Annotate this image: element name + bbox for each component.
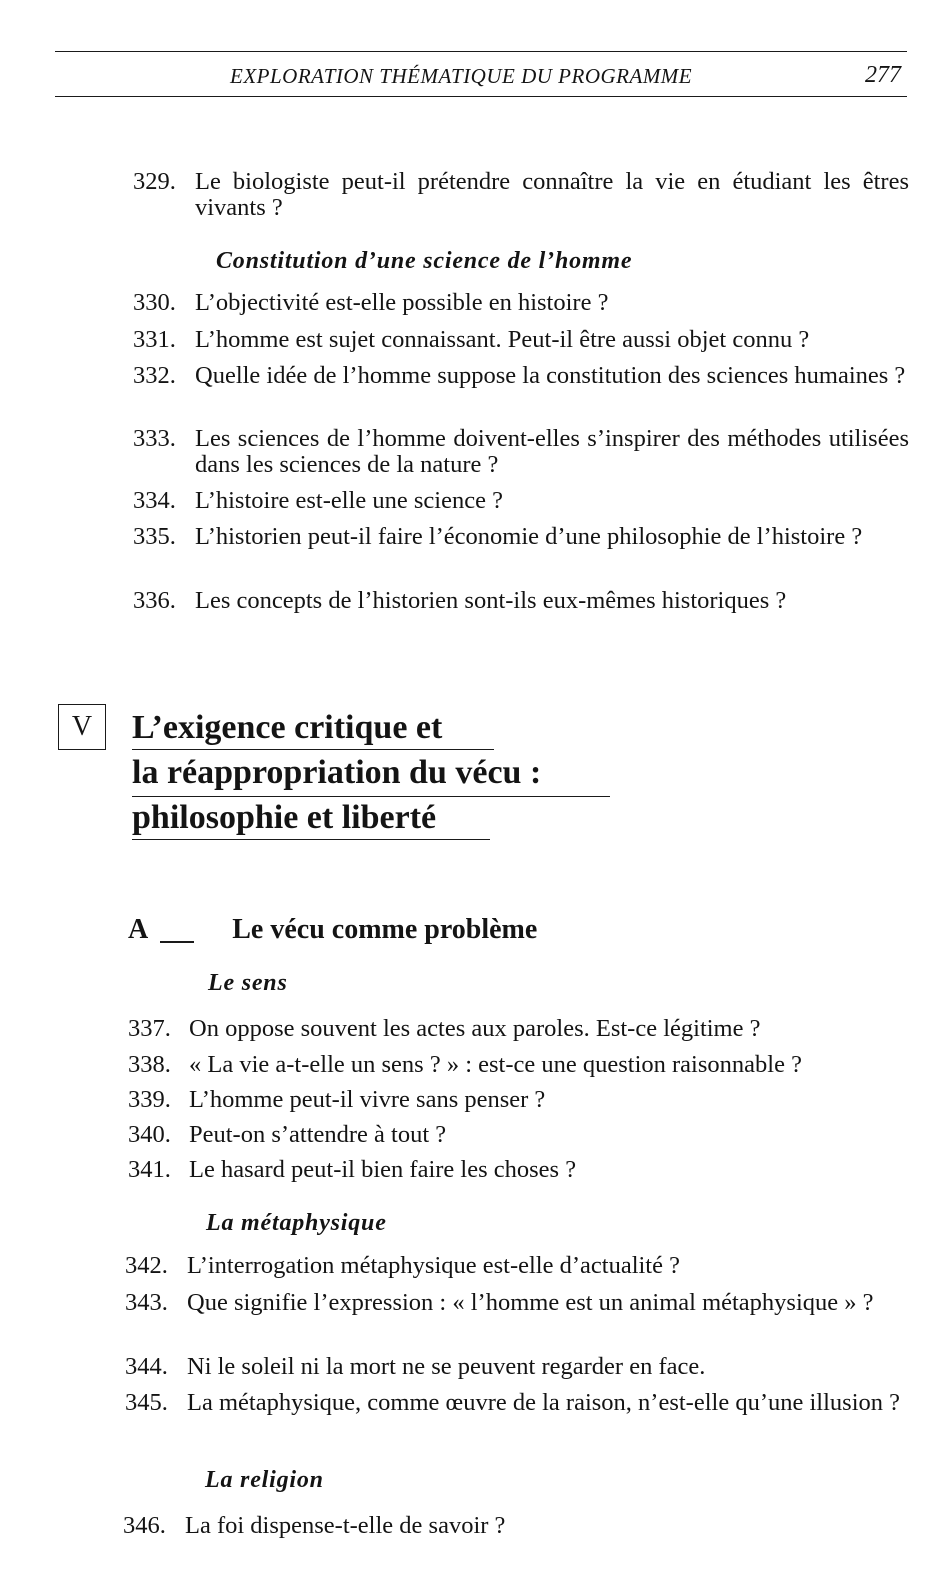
question-number: 345. (125, 1389, 168, 1416)
question-number: 330. (133, 289, 176, 316)
subsection-heading: La métaphysique (206, 1210, 387, 1236)
question-number: 337. (128, 1015, 171, 1042)
question-text: L’interrogation métaphysique est-elle d’actualité ? (187, 1252, 680, 1279)
part-title-underline (132, 796, 610, 797)
question-text: Ni le soleil ni la mort ne se peuvent regarder en face. (187, 1353, 706, 1380)
question-item (133, 169, 909, 221)
question-text: Peut-on s’attendre à tout ? (189, 1121, 447, 1148)
question-number: 333. (133, 425, 176, 452)
question-number: 336. (133, 587, 176, 614)
question-number: 343. (125, 1289, 168, 1316)
question-number: 334. (133, 487, 176, 514)
question-text: L’historien peut-il faire l’économie d’une philosophie de l’histoire ? (195, 523, 863, 550)
question-number: 329. (133, 168, 176, 195)
question-text: La métaphysique, comme œuvre de la raison, n’est-elle qu’une illusion ? (187, 1389, 901, 1416)
subsection-heading: La religion (205, 1467, 324, 1493)
section-dash (160, 941, 194, 943)
question-text: Le biologiste peut-il prétendre connaître la vie en étudiant les êtres vivants ? (195, 168, 909, 221)
question-text: Que signifie l’expression : « l’homme est un animal métaphysique » ? (187, 1289, 874, 1316)
section-title-text: Le vécu comme problème (232, 914, 538, 945)
part-title-line: la réappropriation du vécu : (132, 754, 542, 791)
page-number: 277 (865, 62, 901, 88)
question-number: 340. (128, 1121, 171, 1148)
question-number: 346. (123, 1512, 166, 1539)
header-bottom-rule (55, 96, 907, 97)
question-number: 335. (133, 523, 176, 550)
running-title: EXPLORATION THÉMATIQUE DU PROGRAMME (230, 64, 693, 88)
header-top-rule (55, 51, 907, 52)
part-title-underline (132, 749, 494, 750)
subsection-heading: Constitution d’une science de l’homme (216, 248, 633, 274)
question-text: L’objectivité est-elle possible en histoire ? (195, 289, 609, 316)
question-number: 342. (125, 1252, 168, 1279)
question-text: On oppose souvent les actes aux paroles. Est-ce légitime ? (189, 1015, 761, 1042)
question-text: Le hasard peut-il bien faire les choses ? (189, 1156, 577, 1183)
question-text: L’histoire est-elle une science ? (195, 487, 503, 514)
question-text: La foi dispense-t-elle de savoir ? (185, 1512, 506, 1539)
question-text: Les concepts de l’historien sont-ils eux-mêmes historiques ? (195, 587, 787, 614)
question-number: 332. (133, 362, 176, 389)
part-number-box: V (58, 704, 106, 750)
question-number: 338. (128, 1051, 171, 1078)
question-number: 341. (128, 1156, 171, 1183)
part-title-line: L’exigence critique et (132, 709, 443, 746)
subsection-heading: Le sens (208, 970, 288, 996)
question-number: 331. (133, 326, 176, 353)
question-text: L’homme est sujet connaissant. Peut-il être aussi objet connu ? (195, 326, 810, 353)
question-text: Quelle idée de l’homme suppose la constitution des sciences humaines ? (195, 362, 906, 389)
question-number: 339. (128, 1086, 171, 1113)
question-text: Les sciences de l’homme doivent-elles s’inspirer des méthodes utilisées dans les sciences de la nature ? (195, 425, 909, 478)
part-title-underline (132, 839, 490, 840)
question-text: « La vie a-t-elle un sens ? » : est-ce une question raisonnable ? (189, 1051, 802, 1078)
question-text: L’homme peut-il vivre sans penser ? (189, 1086, 546, 1113)
question-number: 344. (125, 1353, 168, 1380)
part-title-line: philosophie et liberté (132, 799, 437, 836)
section-letter: A (128, 914, 149, 945)
